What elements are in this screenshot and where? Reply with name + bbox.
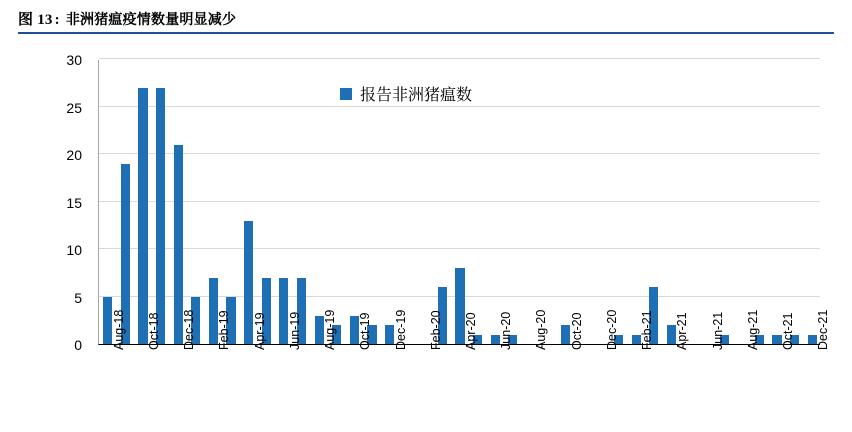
chart-container [18,46,834,424]
x-axis-tick-label: Feb-19 [217,310,232,350]
legend-label: 报告非洲猪瘟数 [360,85,473,104]
gridline [99,58,820,59]
y-axis-tick-label: 30 [66,52,82,68]
x-axis-tick-label: Oct-21 [780,312,795,350]
y-axis-tick-label: 25 [66,99,82,116]
x-axis-tick-label: Jun-19 [287,311,302,350]
x-axis-tick-label: Apr-21 [675,312,690,350]
figure-title-row [18,8,834,29]
bar [244,221,253,345]
bar [103,297,112,345]
x-axis-tick-label: Jun-20 [499,311,514,350]
x-axis-tick-label: Feb-20 [428,310,443,350]
bar [156,88,165,345]
y-axis-tick-label: 0 [74,337,82,353]
x-axis-tick-label: Aug-18 [111,309,126,350]
x-axis-tick-label: Apr-20 [464,312,478,350]
x-axis-tick-label: Dec-19 [393,309,408,350]
x-axis-tick-label: Feb-21 [640,310,655,350]
bar [561,325,570,344]
x-axis-tick-label: Oct-19 [358,312,373,350]
figure-number: 13 [37,12,53,28]
x-axis-tick-label: Apr-19 [252,312,267,350]
y-axis-tick-label: 10 [66,242,82,258]
x-axis-tick-label: Aug-21 [745,309,760,350]
x-axis-tick-label: Oct-18 [147,312,162,350]
figure-title-block [18,8,834,29]
x-axis-tick-label: Aug-19 [323,309,338,350]
x-axis-tick-label: Jun-21 [710,311,725,350]
y-axis-tick-label: 5 [74,289,82,306]
x-axis-tick-label: Dec-20 [604,309,619,350]
legend-swatch-icon [340,88,352,100]
x-axis-tick-label: Dec-21 [816,309,831,350]
bar [138,88,147,345]
figure-label: 图 [18,12,34,28]
y-axis-tick-label: 15 [66,194,82,211]
y-axis-tick-label: 20 [66,147,82,163]
figure-colon: : [54,12,60,28]
y-axis-labels [18,52,90,353]
page-title: 非洲猪瘟疫情数量明显减少 [65,12,237,28]
x-axis-labels [98,309,831,424]
x-axis-tick-label: Dec-18 [182,309,197,350]
chart-legend [340,82,472,105]
title-underline [18,32,834,34]
x-axis-tick-label: Aug-20 [534,309,549,350]
x-axis-tick-label: Oct-20 [569,312,584,350]
bar [385,325,394,344]
